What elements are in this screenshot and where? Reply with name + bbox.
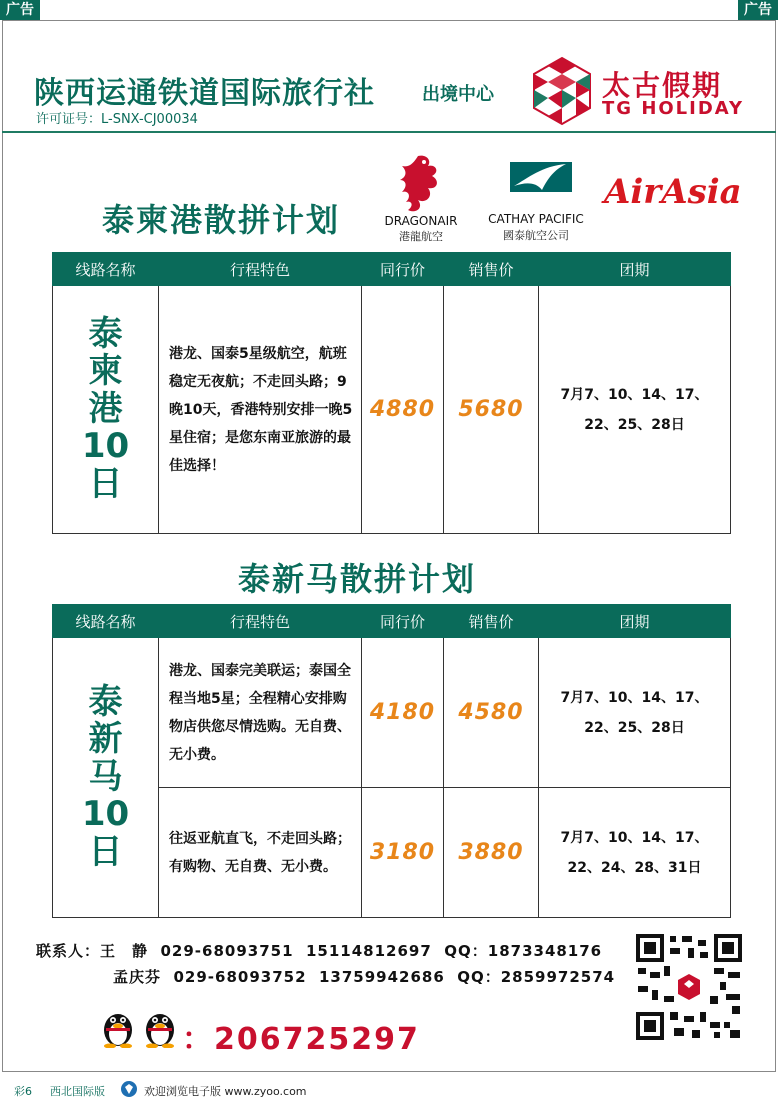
table-header-row	[53, 605, 731, 638]
column-header-route: 线路名称	[53, 605, 159, 638]
column-header-peer-price: 同行价	[362, 605, 444, 638]
route-name-char: 新	[88, 719, 123, 760]
sale-price-cell: 5680	[444, 286, 539, 534]
column-header-feature: 行程特色	[159, 605, 362, 638]
contact-row-2	[113, 966, 615, 987]
contact-phone: 029-68093752	[173, 968, 307, 986]
qr-code-icon	[634, 932, 744, 1042]
agency-name: 陕西运通铁道国际旅行社	[34, 76, 375, 111]
peer-price-cell: 4180	[362, 638, 444, 788]
column-header-dates: 团期	[539, 253, 731, 286]
contact-qq: QQ：1873348176	[444, 942, 603, 960]
contact-label: 联系人：	[36, 942, 101, 960]
feature-cell: 往返亚航直飞，不走回头路；有购物、无自费、无小费。	[159, 788, 362, 918]
route-name-char: 马	[88, 756, 123, 797]
footer-website: 欢迎浏览电子版 www.zyoo.com	[144, 1085, 307, 1098]
airasia-logo: AirAsia	[604, 172, 742, 212]
route-table-2	[52, 604, 731, 918]
dates-cell: 7月7、10、14、17、22、24、28、31日	[539, 788, 731, 918]
dragonair-name: DRAGONAIR	[384, 214, 458, 228]
qq-penguin-icon	[100, 1008, 136, 1048]
contact-row-1	[36, 940, 602, 961]
route-name-char: 10	[81, 794, 130, 835]
feature-cell: 港龙、国泰完美联运；泰国全程当地5星；全程精心安排购物店供您尽情选购。无自费、无小费。	[159, 638, 362, 788]
ad-tag-right: 广告	[738, 0, 778, 20]
route-name-char: 柬	[88, 351, 123, 392]
cathay-pacific-name: CATHAY PACIFIC	[488, 212, 584, 226]
table-header-row	[53, 253, 731, 286]
section1-title: 泰柬港散拼计划	[102, 201, 341, 239]
contact-name: 王 静	[100, 942, 149, 960]
brand-name-cn: 太古假期	[602, 69, 723, 102]
route-name-cell	[53, 638, 159, 918]
table-row	[53, 638, 731, 788]
qq-penguin-icon	[142, 1008, 178, 1048]
column-header-sale-price: 销售价	[444, 253, 539, 286]
column-header-peer-price: 同行价	[362, 253, 444, 286]
peer-price-cell: 3180	[362, 788, 444, 918]
column-header-dates: 团期	[539, 605, 731, 638]
route-name-char: 泰	[88, 314, 123, 355]
contact-name: 孟庆芬	[113, 968, 162, 986]
dates-cell: 7月7、10、14、17、22、25、28日	[539, 638, 731, 788]
route-name-char: 10	[81, 426, 130, 467]
ad-tag-left: 广告	[0, 0, 40, 20]
qq-group-number: ：206725297	[182, 1022, 420, 1057]
dragonair-name-cn: 港龍航空	[399, 230, 443, 243]
column-header-route: 线路名称	[53, 253, 159, 286]
route-name-char: 港	[88, 388, 123, 429]
feature-cell: 港龙、国泰5星级航空，航班稳定无夜航；不走回头路；9晚10天，香港特别安排一晚5星住宿；是您东南亚旅游的最佳选择！	[159, 286, 362, 534]
sale-price-cell: 4580	[444, 638, 539, 788]
peer-price-cell: 4880	[362, 286, 444, 534]
route-name-char: 日	[88, 831, 123, 872]
column-header-sale-price: 销售价	[444, 605, 539, 638]
contact-mobile: 13759942686	[318, 968, 445, 986]
cathay-pacific-name-cn: 國泰航空公司	[503, 229, 569, 242]
section2-title: 泰新马散拼计划	[238, 560, 477, 598]
cathay-pacific-logo-icon	[508, 156, 574, 196]
tg-holiday-logo-icon	[530, 56, 594, 126]
contact-qq: QQ：2859972574	[457, 968, 616, 986]
agency-department: 出境中心	[422, 84, 494, 105]
table-row	[53, 286, 731, 534]
header-divider	[2, 131, 776, 133]
route-name-char: 日	[88, 463, 123, 504]
route-table-1	[52, 252, 731, 534]
sale-price-cell: 3880	[444, 788, 539, 918]
footer-edition: 西北国际版	[50, 1085, 105, 1098]
dates-cell: 7月7、10、14、17、22、25、28日	[539, 286, 731, 534]
license-number: 许可证号：L-SNX-CJ00034	[36, 112, 198, 127]
contact-mobile: 15114812697	[305, 942, 432, 960]
footer-page-number: 彩6	[14, 1085, 32, 1098]
contact-phone: 029-68093751	[160, 942, 294, 960]
dragonair-logo-icon	[396, 152, 446, 216]
footer-logo-icon	[120, 1080, 138, 1098]
brand-name-en: TG HOLIDAY	[602, 98, 745, 119]
column-header-feature: 行程特色	[159, 253, 362, 286]
route-name-cell	[53, 286, 159, 534]
route-name-char: 泰	[88, 682, 123, 723]
